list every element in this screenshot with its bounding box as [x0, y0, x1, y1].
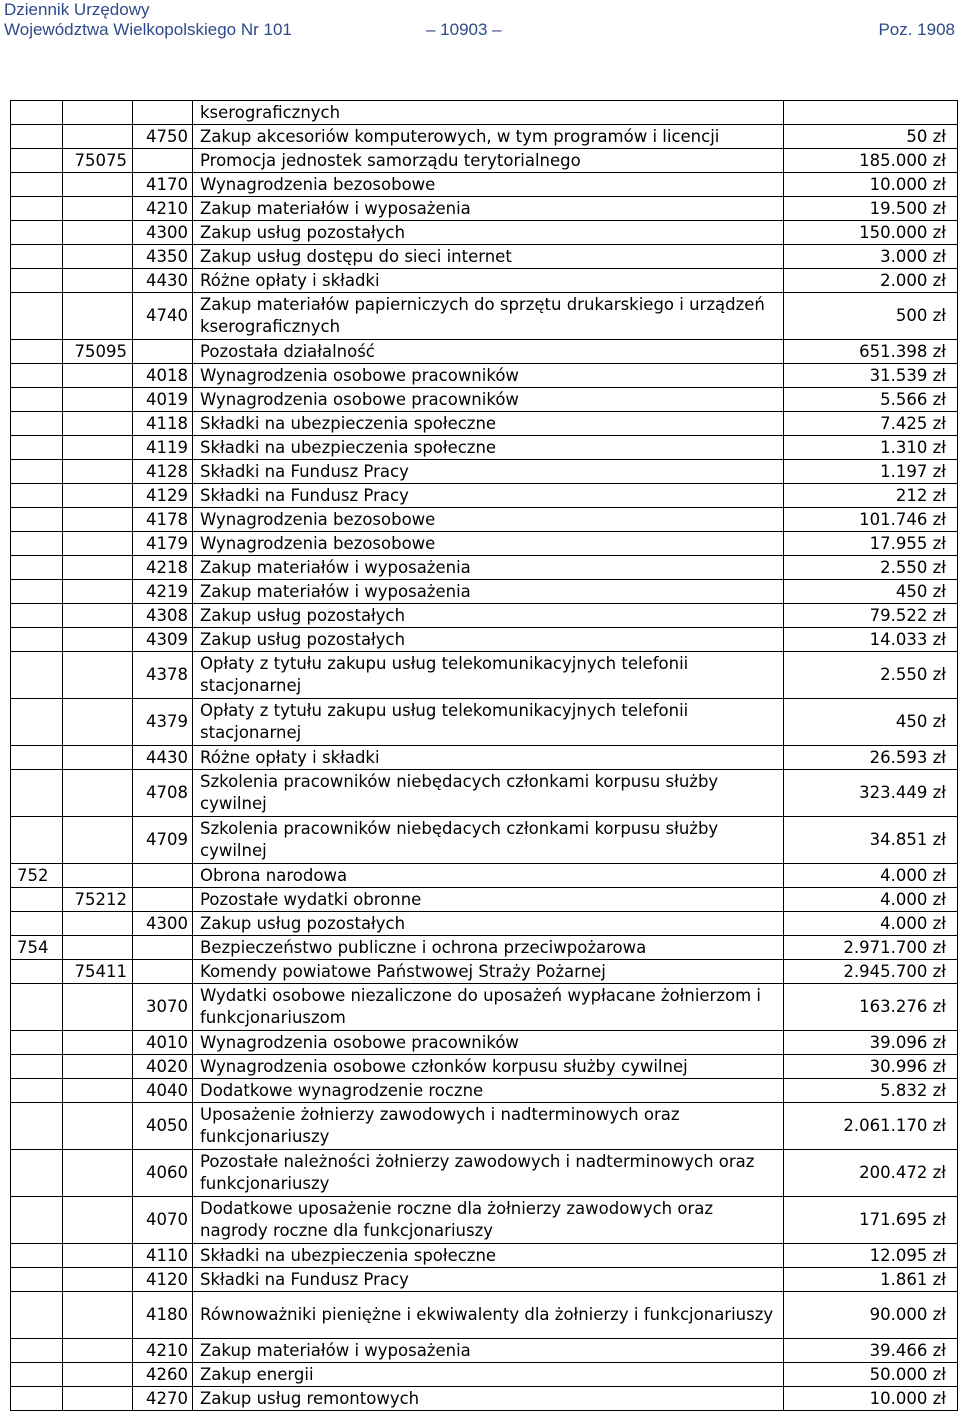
table-row	[11, 221, 958, 245]
chapter-cell	[63, 556, 133, 580]
section-cell	[11, 960, 63, 984]
paragraph-cell	[133, 149, 193, 173]
paragraph-cell: 4040	[133, 1079, 193, 1103]
section-cell	[11, 556, 63, 580]
table-row	[11, 245, 958, 269]
amount-cell: 50 zł	[784, 125, 958, 149]
amount-cell: 2.000 zł	[784, 269, 958, 293]
table-row	[11, 1339, 958, 1363]
chapter-cell	[63, 1292, 133, 1339]
paragraph-cell: 4740	[133, 293, 193, 340]
paragraph-cell: 4170	[133, 173, 193, 197]
section-cell	[11, 628, 63, 652]
chapter-cell	[63, 746, 133, 770]
description-cell: Dodatkowe uposażenie roczne dla żołnierzy zawodowych oraz nagrody roczne dla funkcjonariuszy	[193, 1197, 784, 1244]
chapter-cell	[63, 1244, 133, 1268]
amount-cell: 4.000 zł	[784, 864, 958, 888]
section-cell	[11, 532, 63, 556]
table-row	[11, 1244, 958, 1268]
table-row	[11, 293, 958, 340]
paragraph-cell: 4128	[133, 460, 193, 484]
amount-cell: 50.000 zł	[784, 1363, 958, 1387]
chapter-cell	[63, 245, 133, 269]
table-row	[11, 412, 958, 436]
amount-cell: 19.500 zł	[784, 197, 958, 221]
description-cell: Składki na ubezpieczenia społeczne	[193, 1244, 784, 1268]
table-row	[11, 1387, 958, 1411]
chapter-cell	[63, 1387, 133, 1411]
amount-cell: 30.996 zł	[784, 1055, 958, 1079]
amount-cell: 185.000 zł	[784, 149, 958, 173]
description-cell: Bezpieczeństwo publiczne i ochrona przeciwpożarowa	[193, 936, 784, 960]
table-row	[11, 508, 958, 532]
description-cell: Zakup usług pozostałych	[193, 912, 784, 936]
chapter-cell	[63, 1197, 133, 1244]
paragraph-cell: 4308	[133, 604, 193, 628]
description-cell: Wynagrodzenia osobowe pracowników	[193, 1031, 784, 1055]
table-row	[11, 1055, 958, 1079]
paragraph-cell: 4129	[133, 484, 193, 508]
table-row	[11, 1079, 958, 1103]
budget-table	[10, 100, 958, 1411]
description-cell: Wynagrodzenia bezosobowe	[193, 508, 784, 532]
description-cell: Zakup akcesoriów komputerowych, w tym programów i licencji	[193, 125, 784, 149]
description-cell: Wynagrodzenia bezosobowe	[193, 532, 784, 556]
description-cell: Wynagrodzenia osobowe pracowników	[193, 388, 784, 412]
table-row	[11, 125, 958, 149]
description-cell: Zakup usług remontowych	[193, 1387, 784, 1411]
table-row	[11, 912, 958, 936]
description-cell: Wydatki osobowe niezaliczone do uposażeń wypłacane żołnierzom i funkcjonariuszom	[193, 984, 784, 1031]
amount-cell: 450 zł	[784, 580, 958, 604]
paragraph-cell	[133, 864, 193, 888]
amount-cell: 39.096 zł	[784, 1031, 958, 1055]
amount-cell: 10.000 zł	[784, 1387, 958, 1411]
section-cell	[11, 364, 63, 388]
paragraph-cell: 4709	[133, 817, 193, 864]
chapter-cell	[63, 580, 133, 604]
section-cell	[11, 699, 63, 746]
section-cell	[11, 1339, 63, 1363]
paragraph-cell	[133, 960, 193, 984]
paragraph-cell: 4350	[133, 245, 193, 269]
description-cell: Uposażenie żołnierzy zawodowych i nadterminowych oraz funkcjonariuszy	[193, 1103, 784, 1150]
table-row	[11, 604, 958, 628]
description-cell: Zakup materiałów papierniczych do sprzętu drukarskiego i urządzeń kserograficznych	[193, 293, 784, 340]
description-cell: Składki na ubezpieczenia społeczne	[193, 436, 784, 460]
amount-cell: 651.398 zł	[784, 340, 958, 364]
journal-issue: Województwa Wielkopolskiego Nr 101	[4, 20, 292, 39]
paragraph-cell	[133, 101, 193, 125]
amount-cell: 2.550 zł	[784, 652, 958, 699]
chapter-cell	[63, 436, 133, 460]
chapter-cell	[63, 1055, 133, 1079]
chapter-cell	[63, 197, 133, 221]
section-cell	[11, 652, 63, 699]
amount-cell: 323.449 zł	[784, 770, 958, 817]
chapter-cell	[63, 221, 133, 245]
section-cell	[11, 197, 63, 221]
section-cell	[11, 436, 63, 460]
section-cell	[11, 293, 63, 340]
section-cell	[11, 1268, 63, 1292]
table-row	[11, 340, 958, 364]
chapter-cell	[63, 460, 133, 484]
amount-cell: 4.000 zł	[784, 912, 958, 936]
document-header	[0, 0, 960, 100]
section-cell	[11, 484, 63, 508]
paragraph-cell: 4750	[133, 125, 193, 149]
budget-table-body	[11, 101, 958, 1411]
amount-cell: 2.971.700 zł	[784, 936, 958, 960]
amount-cell: 10.000 zł	[784, 173, 958, 197]
chapter-cell: 75212	[63, 888, 133, 912]
chapter-cell	[63, 1268, 133, 1292]
chapter-cell	[63, 173, 133, 197]
amount-cell: 17.955 zł	[784, 532, 958, 556]
amount-cell: 212 zł	[784, 484, 958, 508]
description-cell: Promocja jednostek samorządu terytorialnego	[193, 149, 784, 173]
chapter-cell	[63, 936, 133, 960]
description-cell: Różne opłaty i składki	[193, 269, 784, 293]
chapter-cell	[63, 699, 133, 746]
table-row	[11, 197, 958, 221]
paragraph-cell: 4300	[133, 912, 193, 936]
paragraph-cell: 4218	[133, 556, 193, 580]
chapter-cell	[63, 508, 133, 532]
section-cell	[11, 580, 63, 604]
description-cell: Równoważniki pieniężne i ekwiwalenty dla żołnierzy i funkcjonariuszy	[193, 1292, 784, 1339]
description-cell: Różne opłaty i składki	[193, 746, 784, 770]
paragraph-cell: 4010	[133, 1031, 193, 1055]
amount-cell: 14.033 zł	[784, 628, 958, 652]
paragraph-cell: 4180	[133, 1292, 193, 1339]
description-cell: Zakup energii	[193, 1363, 784, 1387]
paragraph-cell	[133, 936, 193, 960]
amount-cell: 3.000 zł	[784, 245, 958, 269]
paragraph-cell	[133, 888, 193, 912]
description-cell: Zakup materiałów i wyposażenia	[193, 580, 784, 604]
amount-cell: 150.000 zł	[784, 221, 958, 245]
section-cell	[11, 245, 63, 269]
amount-cell: 500 zł	[784, 293, 958, 340]
section-cell: 754	[11, 936, 63, 960]
description-cell: Dodatkowe wynagrodzenie roczne	[193, 1079, 784, 1103]
description-cell: Wynagrodzenia osobowe pracowników	[193, 364, 784, 388]
amount-cell: 26.593 zł	[784, 746, 958, 770]
paragraph-cell: 4060	[133, 1150, 193, 1197]
paragraph-cell: 4179	[133, 532, 193, 556]
table-row	[11, 149, 958, 173]
amount-cell	[784, 101, 958, 125]
description-cell: Zakup usług pozostałych	[193, 604, 784, 628]
paragraph-cell: 4120	[133, 1268, 193, 1292]
amount-cell: 101.746 zł	[784, 508, 958, 532]
paragraph-cell: 4260	[133, 1363, 193, 1387]
table-row	[11, 364, 958, 388]
section-cell	[11, 1363, 63, 1387]
section-cell	[11, 269, 63, 293]
amount-cell: 12.095 zł	[784, 1244, 958, 1268]
section-cell	[11, 460, 63, 484]
section-cell	[11, 604, 63, 628]
table-row	[11, 460, 958, 484]
table-row	[11, 556, 958, 580]
chapter-cell: 75095	[63, 340, 133, 364]
section-cell	[11, 125, 63, 149]
table-row	[11, 532, 958, 556]
chapter-cell	[63, 652, 133, 699]
table-row	[11, 388, 958, 412]
amount-cell: 5.566 zł	[784, 388, 958, 412]
description-cell: Zakup materiałów i wyposażenia	[193, 556, 784, 580]
section-cell	[11, 912, 63, 936]
table-row	[11, 888, 958, 912]
paragraph-cell: 4119	[133, 436, 193, 460]
description-cell: Opłaty z tytułu zakupu usług telekomunikacyjnych telefonii stacjonarnej	[193, 652, 784, 699]
chapter-cell	[63, 484, 133, 508]
description-cell: Zakup materiałów i wyposażenia	[193, 1339, 784, 1363]
section-cell	[11, 173, 63, 197]
paragraph-cell: 4309	[133, 628, 193, 652]
description-cell: Pozostała działalność	[193, 340, 784, 364]
paragraph-cell: 4430	[133, 746, 193, 770]
chapter-cell: 75411	[63, 960, 133, 984]
section-cell	[11, 101, 63, 125]
amount-cell: 39.466 zł	[784, 1339, 958, 1363]
section-cell	[11, 1292, 63, 1339]
description-cell: Szkolenia pracowników niebędacych członkami korpusu służby cywilnej	[193, 817, 784, 864]
amount-cell: 200.472 zł	[784, 1150, 958, 1197]
chapter-cell	[63, 604, 133, 628]
amount-cell: 34.851 zł	[784, 817, 958, 864]
description-cell: kserograficznych	[193, 101, 784, 125]
chapter-cell	[63, 628, 133, 652]
description-cell: Składki na ubezpieczenia społeczne	[193, 412, 784, 436]
table-row	[11, 652, 958, 699]
table-row	[11, 269, 958, 293]
paragraph-cell: 4178	[133, 508, 193, 532]
description-cell: Szkolenia pracowników niebędacych członkami korpusu służby cywilnej	[193, 770, 784, 817]
section-cell	[11, 1055, 63, 1079]
amount-cell: 90.000 zł	[784, 1292, 958, 1339]
table-row	[11, 580, 958, 604]
table-row	[11, 960, 958, 984]
paragraph-cell: 4210	[133, 197, 193, 221]
chapter-cell	[63, 293, 133, 340]
table-row	[11, 436, 958, 460]
table-row	[11, 1150, 958, 1197]
description-cell: Opłaty z tytułu zakupu usług telekomunikacyjnych telefonii stacjonarnej	[193, 699, 784, 746]
paragraph-cell: 4110	[133, 1244, 193, 1268]
position-number: Poz. 1908	[878, 20, 955, 39]
section-cell	[11, 817, 63, 864]
paragraph-cell: 4430	[133, 269, 193, 293]
table-row	[11, 746, 958, 770]
amount-cell: 31.539 zł	[784, 364, 958, 388]
amount-cell: 4.000 zł	[784, 888, 958, 912]
paragraph-cell: 4300	[133, 221, 193, 245]
amount-cell: 79.522 zł	[784, 604, 958, 628]
table-row	[11, 1268, 958, 1292]
table-row	[11, 1363, 958, 1387]
chapter-cell	[63, 532, 133, 556]
table-row	[11, 628, 958, 652]
chapter-cell	[63, 770, 133, 817]
paragraph-cell: 4379	[133, 699, 193, 746]
description-cell: Pozostałe wydatki obronne	[193, 888, 784, 912]
chapter-cell	[63, 984, 133, 1031]
section-cell	[11, 1387, 63, 1411]
description-cell: Wynagrodzenia bezosobowe	[193, 173, 784, 197]
section-cell	[11, 1244, 63, 1268]
section-cell	[11, 770, 63, 817]
chapter-cell	[63, 1079, 133, 1103]
section-cell	[11, 388, 63, 412]
chapter-cell	[63, 817, 133, 864]
description-cell: Obrona narodowa	[193, 864, 784, 888]
table-row	[11, 770, 958, 817]
table-row	[11, 1292, 958, 1339]
description-cell: Zakup materiałów i wyposażenia	[193, 197, 784, 221]
amount-cell: 2.061.170 zł	[784, 1103, 958, 1150]
description-cell: Komendy powiatowe Państwowej Straży Pożarnej	[193, 960, 784, 984]
paragraph-cell	[133, 340, 193, 364]
chapter-cell	[63, 388, 133, 412]
table-row	[11, 1031, 958, 1055]
section-cell	[11, 221, 63, 245]
amount-cell: 1.310 zł	[784, 436, 958, 460]
section-cell	[11, 508, 63, 532]
paragraph-cell: 4210	[133, 1339, 193, 1363]
table-row	[11, 1197, 958, 1244]
chapter-cell	[63, 1031, 133, 1055]
chapter-cell	[63, 412, 133, 436]
amount-cell: 1.197 zł	[784, 460, 958, 484]
page-number: – 10903 –	[426, 20, 502, 39]
table-row	[11, 936, 958, 960]
section-cell	[11, 1103, 63, 1150]
paragraph-cell: 4050	[133, 1103, 193, 1150]
table-row	[11, 1103, 958, 1150]
table-row	[11, 101, 958, 125]
description-cell: Zakup usług dostępu do sieci internet	[193, 245, 784, 269]
paragraph-cell: 4219	[133, 580, 193, 604]
description-cell: Pozostałe należności żołnierzy zawodowych i nadterminowych oraz funkcjonariuszy	[193, 1150, 784, 1197]
journal-title: Dziennik Urzędowy	[4, 0, 150, 19]
amount-cell: 163.276 zł	[784, 984, 958, 1031]
section-cell	[11, 340, 63, 364]
section-cell: 752	[11, 864, 63, 888]
amount-cell: 2.945.700 zł	[784, 960, 958, 984]
description-cell: Składki na Fundusz Pracy	[193, 1268, 784, 1292]
chapter-cell: 75075	[63, 149, 133, 173]
section-cell	[11, 1197, 63, 1244]
paragraph-cell: 4018	[133, 364, 193, 388]
description-cell: Zakup usług pozostałych	[193, 221, 784, 245]
table-row	[11, 173, 958, 197]
paragraph-cell: 4708	[133, 770, 193, 817]
chapter-cell	[63, 364, 133, 388]
paragraph-cell: 4019	[133, 388, 193, 412]
table-row	[11, 484, 958, 508]
chapter-cell	[63, 864, 133, 888]
section-cell	[11, 1150, 63, 1197]
section-cell	[11, 1079, 63, 1103]
amount-cell: 171.695 zł	[784, 1197, 958, 1244]
section-cell	[11, 746, 63, 770]
chapter-cell	[63, 1363, 133, 1387]
amount-cell: 1.861 zł	[784, 1268, 958, 1292]
section-cell	[11, 1031, 63, 1055]
table-row	[11, 864, 958, 888]
paragraph-cell: 4378	[133, 652, 193, 699]
chapter-cell	[63, 125, 133, 149]
table-row	[11, 984, 958, 1031]
amount-cell: 5.832 zł	[784, 1079, 958, 1103]
paragraph-cell: 4070	[133, 1197, 193, 1244]
paragraph-cell: 4270	[133, 1387, 193, 1411]
paragraph-cell: 3070	[133, 984, 193, 1031]
paragraph-cell: 4118	[133, 412, 193, 436]
section-cell	[11, 412, 63, 436]
chapter-cell	[63, 912, 133, 936]
chapter-cell	[63, 1103, 133, 1150]
description-cell: Składki na Fundusz Pracy	[193, 484, 784, 508]
chapter-cell	[63, 101, 133, 125]
paragraph-cell: 4020	[133, 1055, 193, 1079]
amount-cell: 2.550 zł	[784, 556, 958, 580]
description-cell: Wynagrodzenia osobowe członków korpusu służby cywilnej	[193, 1055, 784, 1079]
chapter-cell	[63, 1150, 133, 1197]
description-cell: Składki na Fundusz Pracy	[193, 460, 784, 484]
table-row	[11, 817, 958, 864]
section-cell	[11, 984, 63, 1031]
amount-cell: 450 zł	[784, 699, 958, 746]
description-cell: Zakup usług pozostałych	[193, 628, 784, 652]
section-cell	[11, 149, 63, 173]
chapter-cell	[63, 269, 133, 293]
section-cell	[11, 888, 63, 912]
amount-cell: 7.425 zł	[784, 412, 958, 436]
chapter-cell	[63, 1339, 133, 1363]
table-row	[11, 699, 958, 746]
